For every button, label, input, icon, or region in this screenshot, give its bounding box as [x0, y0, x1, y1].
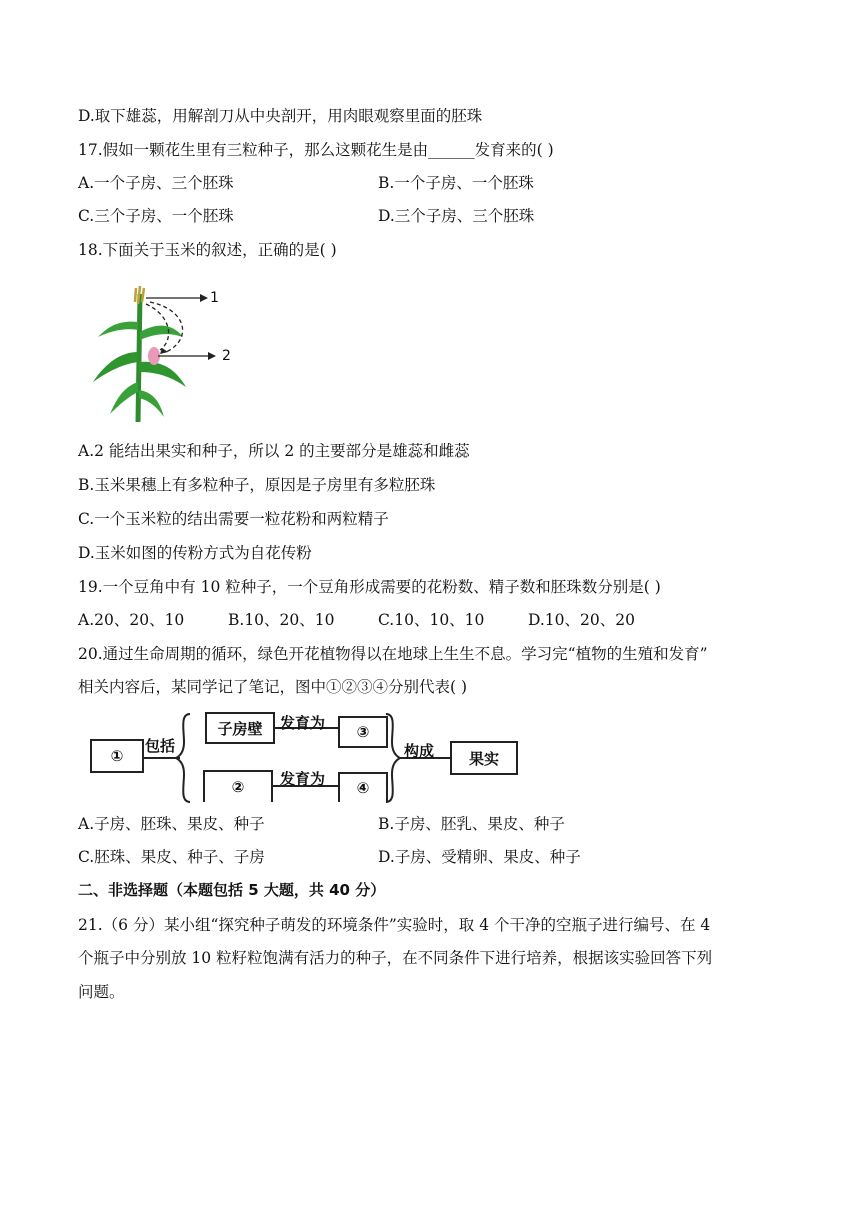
q19-stem: 19.一个豆角中有 10 粒种子，一个豆角形成需要的花粉数、精子数和胚珠数分别是( ) — [78, 578, 661, 596]
q18-option-d: D.玉米如图的传粉方式为自花传粉 — [78, 544, 312, 562]
q17-option-c: C.三个子房、一个胚珠 — [78, 207, 234, 225]
q16-option-d: D.取下雄蕊，用解剖刀从中央剖开，用肉眼观察里面的胚珠 — [78, 107, 483, 125]
q20-stem-line2: 相关内容后，某同学记了笔记，图中①②③④分别代表( ) — [78, 678, 468, 696]
q17-option-a: A.一个子房、三个胚珠 — [78, 174, 234, 192]
q17-option-b: B.一个子房、一个胚珠 — [378, 174, 534, 192]
q17-stem: 17.假如一颗花生里有三粒种子，那么这颗花生是由______发育来的( ) — [78, 141, 554, 159]
q19-option-b: B.10、20、10 — [228, 611, 335, 629]
q20-option-b: B.子房、胚乳、果皮、种子 — [378, 815, 565, 833]
q19-option-c: C.10、10、10 — [378, 611, 485, 629]
label-develops-2: 发育为 — [280, 770, 326, 788]
box-1: ① — [90, 739, 144, 773]
q19-options — [78, 610, 635, 630]
q21-line3: 问题。 — [78, 983, 125, 1001]
q19-option-a: A.20、20、10 — [78, 611, 185, 629]
label-develops-1: 发育为 — [280, 714, 326, 732]
q20-option-c: C.胚珠、果皮、种子、子房 — [78, 848, 265, 866]
label-forms: 构成 — [404, 742, 435, 760]
q21-line2: 个瓶子中分别放 10 粒籽粒饱满有活力的种子，在不同条件下进行培养，根据该实验回答下列 — [78, 949, 713, 967]
label-includes: 包括 — [145, 737, 176, 755]
figure-label-1: 1 — [210, 290, 219, 306]
box-fruit: 果实 — [450, 741, 518, 775]
q21-line1: 21.（6 分）某小组“探究种子萌发的环境条件”实验时，取 4 个干净的空瓶子进行编号、在 4 — [78, 916, 711, 934]
q18-option-a: A.2 能结出果实和种子，所以 2 的主要部分是雄蕊和雌蕊 — [78, 442, 470, 460]
q18-stem: 18.下面关于玉米的叙述，正确的是( ) — [78, 241, 337, 259]
section-heading: 二、非选择题（本题包括 5 大题，共 40 分） — [78, 881, 386, 899]
q18-option-c: C.一个玉米粒的结出需要一粒花粉和两粒精子 — [78, 510, 389, 528]
box-ovary-wall: 子房壁 — [205, 712, 275, 744]
box-4: ④ — [338, 772, 388, 802]
q20-stem-line1: 20.通过生命周期的循环，绿色开花植物得以在地球上生生不息。学习完“植物的生殖和发育” — [78, 645, 708, 663]
figure-label-2: 2 — [222, 348, 231, 364]
box-2: ② — [203, 770, 273, 802]
q20-option-d: D.子房、受精卵、果皮、种子 — [378, 848, 581, 866]
q19-option-d: D.10、20、20 — [528, 611, 635, 629]
box-3: ③ — [338, 716, 388, 748]
q17-option-d: D.三个子房、三个胚珠 — [378, 207, 535, 225]
q18-option-b: B.玉米果穗上有多粒种子，原因是子房里有多粒胚珠 — [78, 476, 436, 494]
q20-option-a: A.子房、胚珠、果皮、种子 — [78, 815, 265, 833]
